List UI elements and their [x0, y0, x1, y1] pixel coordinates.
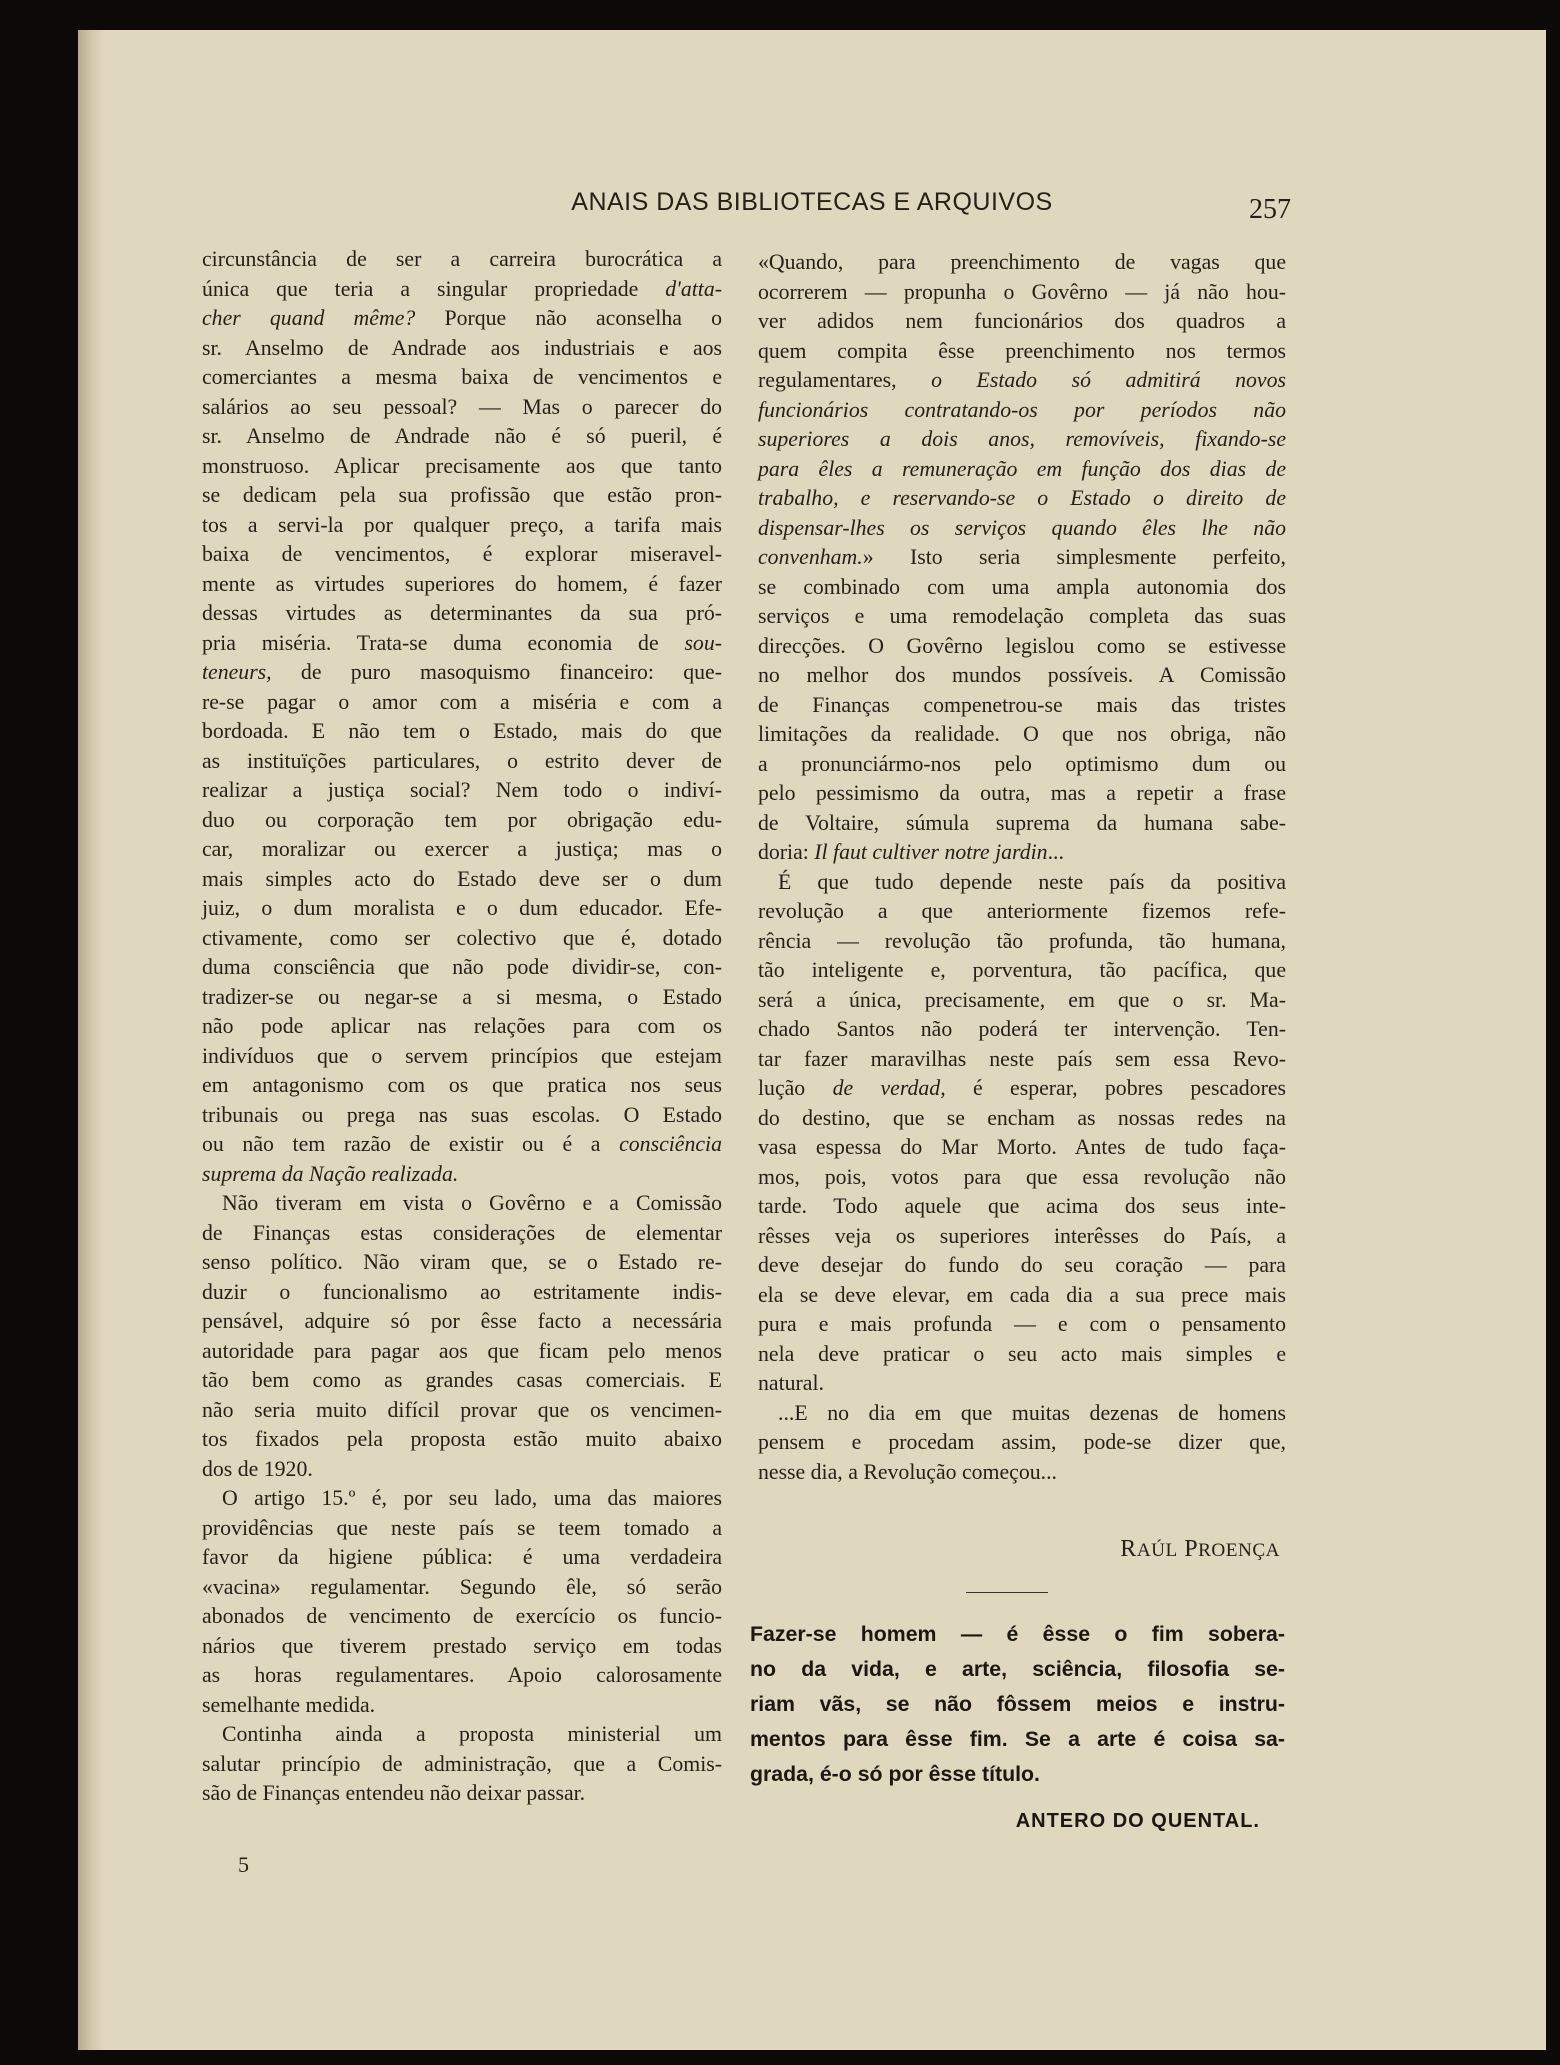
text-line: pelo pessimismo da outra, mas a repetir a frase [758, 781, 1286, 805]
text-line: tão inteligente e, porventura, tão pacífica, que [758, 958, 1286, 982]
text-line: suprema da Nação realizada. [202, 1161, 459, 1186]
text-line: bordoada. E não tem o Estado, mais do que [202, 719, 722, 743]
text-line: semelhante medida. [202, 1692, 376, 1717]
text-line: funcionários contratando-os por períodos não [758, 397, 1286, 422]
text-line: limitações da realidade. O que nos obriga, não [758, 722, 1286, 746]
text-line: car, moralizar ou exercer a justiça; mas o [202, 837, 722, 861]
text-line: ela se deve elevar, em cada dia a sua prece mais [758, 1282, 1286, 1307]
text-line: «Quando, para preenchimento de vagas que [758, 250, 1286, 274]
section-divider [966, 1592, 1048, 1593]
text-line: indivíduos que o servem princípios que estejam [202, 1043, 722, 1068]
text-line: ctivamente, como ser colectivo que é, dotado [202, 925, 722, 950]
quote-line: no da vida, e arte, sciência, filosofia se- [750, 1657, 1285, 1681]
quote-line: mentos para êsse fim. Se a arte é coisa sa- [750, 1727, 1285, 1751]
text-line: de Voltaire, súmula suprema da humana sabe- [758, 810, 1286, 835]
text-line: re-se pagar o amor com a miséria e com a [202, 689, 722, 714]
text-line: se dedicam pela sua profissão que estão pron- [202, 483, 722, 507]
text-line: duma consciência que não pode dividir-se, con- [202, 955, 722, 979]
text-line: lução de verdad, é esperar, pobres pescadores [758, 1076, 1286, 1100]
text-line: trabalho, e reservando-se o Estado o direito de [758, 486, 1286, 510]
text-line: juiz, o dum moralista e o dum educador. Efe- [202, 896, 722, 920]
page-number: 257 [1249, 194, 1291, 225]
text-line: pura e mais profunda — e com o pensamento [758, 1312, 1286, 1336]
text-line: mos, pois, votos para que essa revolução não [758, 1164, 1286, 1189]
text-line: chado Santos não poderá ter intervenção. Ten- [758, 1017, 1286, 1041]
text-line: rência — revolução tão profunda, tão humana, [758, 928, 1286, 953]
text-line: superiores a dois anos, removíveis, fixando-se [758, 427, 1286, 451]
text-line: será a única, precisamente, em que o sr. Ma- [758, 987, 1286, 1012]
text-line: quem compita êsse preenchimento nos termos [758, 338, 1286, 363]
text-line: nesse dia, a Revolução começou... [758, 1459, 1057, 1484]
text-line: do destino, que se encham as nossas redes na [758, 1105, 1286, 1130]
text-line: ou não tem razão de existir ou é a consciência [202, 1132, 722, 1156]
text-line: teneurs, de puro masoquismo financeiro: que- [202, 660, 722, 684]
text-line: ocorrerem — propunha o Govêrno — já não hou- [758, 279, 1286, 304]
signature-folio: 5 [238, 1852, 249, 1877]
text-line: pensável, adquire só por êsse facto a necessária [202, 1309, 722, 1333]
text-line: tribunais ou prega nas suas escolas. O Estado [202, 1102, 722, 1127]
text-line: natural. [758, 1371, 824, 1395]
text-line: rêsses veja os superiores interêsses do País, a [758, 1223, 1286, 1248]
text-line: sr. Anselmo de Andrade aos industriais e aos [202, 335, 722, 360]
text-line: É que tudo depende neste país da positiva [778, 869, 1286, 894]
text-line: tos a servi-la por qualquer preço, a tarifa mais [202, 512, 722, 537]
text-line: mente as virtudes superiores do homem, é fazer [202, 571, 722, 596]
text-line: revolução a que anteriormente fizemos refe- [758, 899, 1286, 923]
text-line: convenham.» Isto seria simplesmente perfeito, [758, 545, 1286, 569]
text-line: «vacina» regulamentar. Segundo êle, só serão [202, 1574, 722, 1599]
text-line: no melhor dos mundos possíveis. A Comissão [758, 663, 1286, 687]
text-line: não pode aplicar nas relações para com os [202, 1014, 722, 1038]
quote-line: Fazer-se homem — é êsse o fim sobera- [750, 1622, 1285, 1646]
text-line: de Finanças estas considerações de elementar [202, 1220, 722, 1245]
text-line: sr. Anselmo de Andrade não é só pueril, é [202, 424, 722, 448]
text-line: salários ao seu pessoal? — Mas o parecer do [202, 394, 722, 419]
text-line: são de Finanças entendeu não deixar passar. [202, 1781, 586, 1805]
text-line: providências que neste país se teem tomado a [202, 1515, 722, 1540]
text-line: de Finanças compenetrou-se mais das tristes [758, 692, 1286, 717]
quote-author: ANTERO DO QUENTAL. [1015, 1810, 1260, 1832]
text-line: serviços e uma remodelação completa das suas [758, 604, 1286, 628]
text-line: doria: Il faut cultiver notre jardin... [758, 840, 1064, 864]
text-line: regulamentares, o Estado só admitirá novos [758, 368, 1286, 392]
text-line: circunstância de ser a carreira burocrática a [202, 247, 722, 271]
text-line: tão bem como as grandes casas comerciais. E [202, 1368, 722, 1392]
text-line: nela deve praticar o seu acto mais simples e [758, 1341, 1286, 1366]
text-line: senso político. Não viram que, se o Estado re- [202, 1250, 722, 1274]
text-line: nários que tiverem prestado serviço em todas [202, 1633, 722, 1658]
text-line: favor da higiene pública: é uma verdadeira [202, 1545, 722, 1569]
text-line: tar fazer maravilhas neste país sem essa Revo- [758, 1046, 1286, 1071]
text-line: dessas virtudes as determinantes da sua pró- [202, 601, 722, 625]
text-line: O artigo 15.º é, por seu lado, uma das maiores [222, 1486, 722, 1510]
text-line: se combinado com uma ampla autonomia dos [758, 574, 1286, 599]
text-line: ver adidos nem funcionários dos quadros a [758, 309, 1286, 333]
text-line: dos de 1920. [202, 1456, 313, 1481]
text-line: tos fixados pela proposta estão muito abaixo [202, 1427, 722, 1451]
text-line: cher quand même? Porque não aconselha o [202, 306, 722, 330]
text-line: deve desejar do fundo do seu coração — para [758, 1253, 1286, 1277]
quote-line: grada, é-o só por êsse título. [750, 1762, 1040, 1786]
text-line: autoridade para pagar aos que ficam pelo menos [202, 1338, 722, 1363]
article-signature: RAÚL PROENÇA [1120, 1536, 1280, 1562]
text-line: em antagonismo com os que pratica nos seus [202, 1073, 722, 1097]
text-line: direcções. O Govêrno legislou como se estivesse [758, 633, 1286, 658]
text-line: tarde. Todo aquele que acima dos seus inte- [758, 1194, 1286, 1218]
right-text-column [758, 248, 1286, 1487]
text-line: comerciantes a mesma baixa de vencimentos e [202, 365, 722, 389]
text-line: ...E no dia em que muitas dezenas de homens [778, 1400, 1286, 1425]
quote-line: riam vãs, se não fôssem meios e instru- [750, 1692, 1285, 1716]
text-line: baixa de vencimentos, é explorar miseravel- [202, 542, 722, 566]
text-line: dispensar-lhes os serviços quando êles lhe não [758, 515, 1286, 540]
text-line: pria miséria. Trata-se duma economia de sou- [202, 630, 722, 655]
text-line: não seria muito difícil provar que os vencimen- [202, 1397, 722, 1422]
running-header: ANAIS DAS BIBLIOTECAS E ARQUIVOS [571, 188, 1053, 216]
text-line: monstruoso. Aplicar precisamente aos que tanto [202, 453, 722, 478]
text-line: mais simples acto do Estado deve ser o dum [202, 866, 722, 891]
page-gutter-shadow [78, 30, 104, 2050]
text-line: duo ou corporação tem por obrigação edu- [202, 807, 722, 832]
text-line: tradizer-se ou negar-se a si mesma, o Estado [202, 984, 722, 1009]
text-line: pensem e procedam assim, pode-se dizer que, [758, 1430, 1286, 1454]
text-line: a pronunciármo-nos pelo optimismo dum ou [758, 751, 1286, 776]
journal-page [78, 30, 1546, 2050]
text-line: realizar a justiça social? Nem todo o indiví- [202, 778, 722, 802]
left-text-column [202, 245, 722, 1809]
text-line: para êles a remuneração em função dos dias de [758, 456, 1286, 481]
text-line: Não tiveram em vista o Govêrno e a Comissão [222, 1191, 722, 1215]
epigraph-quote [750, 1617, 1285, 1792]
text-line: única que teria a singular propriedade d'atta- [202, 276, 722, 301]
text-line: vasa espessa do Mar Morto. Antes de tudo faça- [758, 1135, 1286, 1159]
text-line: Continha ainda a proposta ministerial um [222, 1722, 722, 1746]
text-line: duzir o funcionalismo ao estritamente indis- [202, 1279, 722, 1304]
text-line: as instituïções particulares, o estrito dever de [202, 748, 722, 773]
text-line: as horas regulamentares. Apoio calorosamente [202, 1663, 722, 1687]
text-line: abonados de vencimento de exercício os funcio- [202, 1604, 722, 1628]
text-line: salutar princípio de administração, que a Comis- [202, 1751, 722, 1776]
